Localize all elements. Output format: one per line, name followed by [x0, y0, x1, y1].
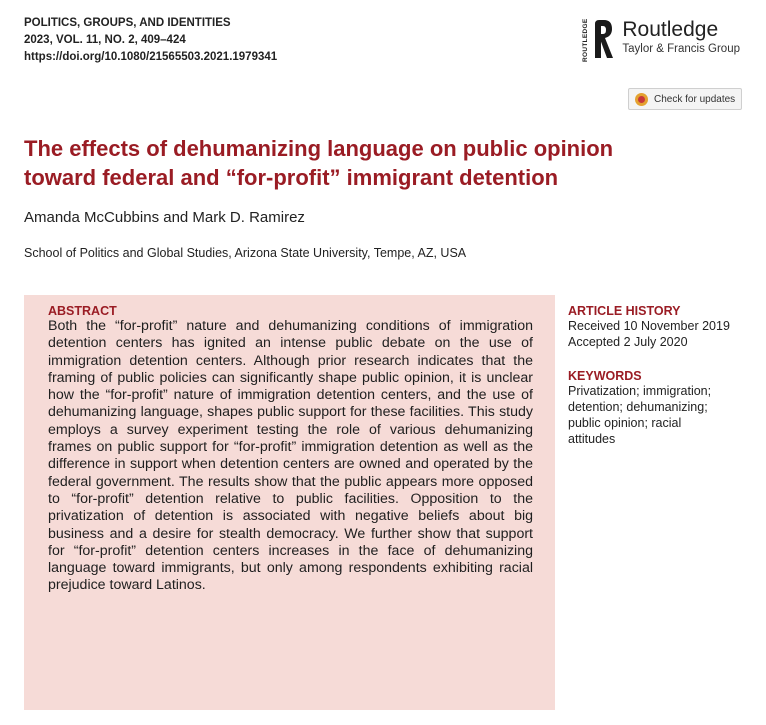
journal-name: POLITICS, GROUPS, AND IDENTITIES	[24, 17, 231, 29]
publisher-group: Taylor & Francis Group	[622, 43, 740, 55]
article-history-heading: ARTICLE HISTORY	[568, 304, 681, 318]
abstract-heading: ABSTRACT	[48, 304, 117, 318]
abstract-text: Both the “for-profit” nature and dehumanizing conditions of immigration detention centers has ignited an intense public debate on the use of immigration detention centers. Although prior research indicates that the framing of public policies can significantly shape public opinion, it is unclear how the “for-profit” nature of immigration detention centers, and the use of dehumanizing language, shapes public support for these facilities. This study employs a survey experiment testing the role of various dehumanizing frames on public support for “for-profit” immigration detention as well as the difference in support when detention centers are owned and operated by the federal government. The results show that the public appears more opposed to “for-profit” detention relative to public facilities. Opposition to the privatization of detention is associated with negative beliefs about big business and a desire for stealth democracy. We further show that support for “for-profit” detention centers increases in the face of dehumanizing language toward immigrants, but only among respondents exhibiting racial prejudice toward Latinos.	[48, 318, 533, 594]
check-for-updates-label: Check for updates	[654, 93, 736, 105]
accepted-date: Accepted 2 July 2020	[568, 335, 688, 349]
publisher-mark	[582, 12, 616, 62]
article-authors: Amanda McCubbins and Mark D. Ramirez	[24, 209, 305, 226]
received-date: Received 10 November 2019	[568, 319, 730, 333]
journal-info	[24, 15, 277, 66]
publisher-logo[interactable]	[582, 12, 740, 62]
journal-issue: 2023, VOL. 11, NO. 2, 409–424	[24, 34, 186, 46]
keywords-line: Privatization; immigration;	[568, 384, 712, 398]
routledge-r-icon	[592, 18, 614, 58]
article-title-line-2: toward federal and “for-profit” immigrant detention	[24, 165, 559, 190]
keywords-heading: KEYWORDS	[568, 369, 642, 383]
publisher-name: Routledge	[622, 18, 719, 41]
article-sidebar	[568, 304, 748, 447]
check-for-updates-button[interactable]	[628, 88, 742, 110]
abstract-box	[24, 295, 555, 710]
article-title-line-1: The effects of dehumanizing language on public opinion	[24, 136, 614, 161]
author-affiliation: School of Politics and Global Studies, Arizona State University, Tempe, AZ, USA	[24, 246, 467, 260]
journal-doi-link[interactable]: https://doi.org/10.1080/21565503.2021.1979341	[24, 51, 278, 63]
publisher-vertical-text: ROUTLEDGE	[582, 18, 590, 62]
keywords-line: public opinion; racial	[568, 416, 682, 430]
crossmark-icon	[635, 93, 648, 106]
keywords-line: detention; dehumanizing;	[568, 400, 708, 414]
article-title	[24, 134, 744, 192]
keywords-line: attitudes	[568, 432, 616, 446]
